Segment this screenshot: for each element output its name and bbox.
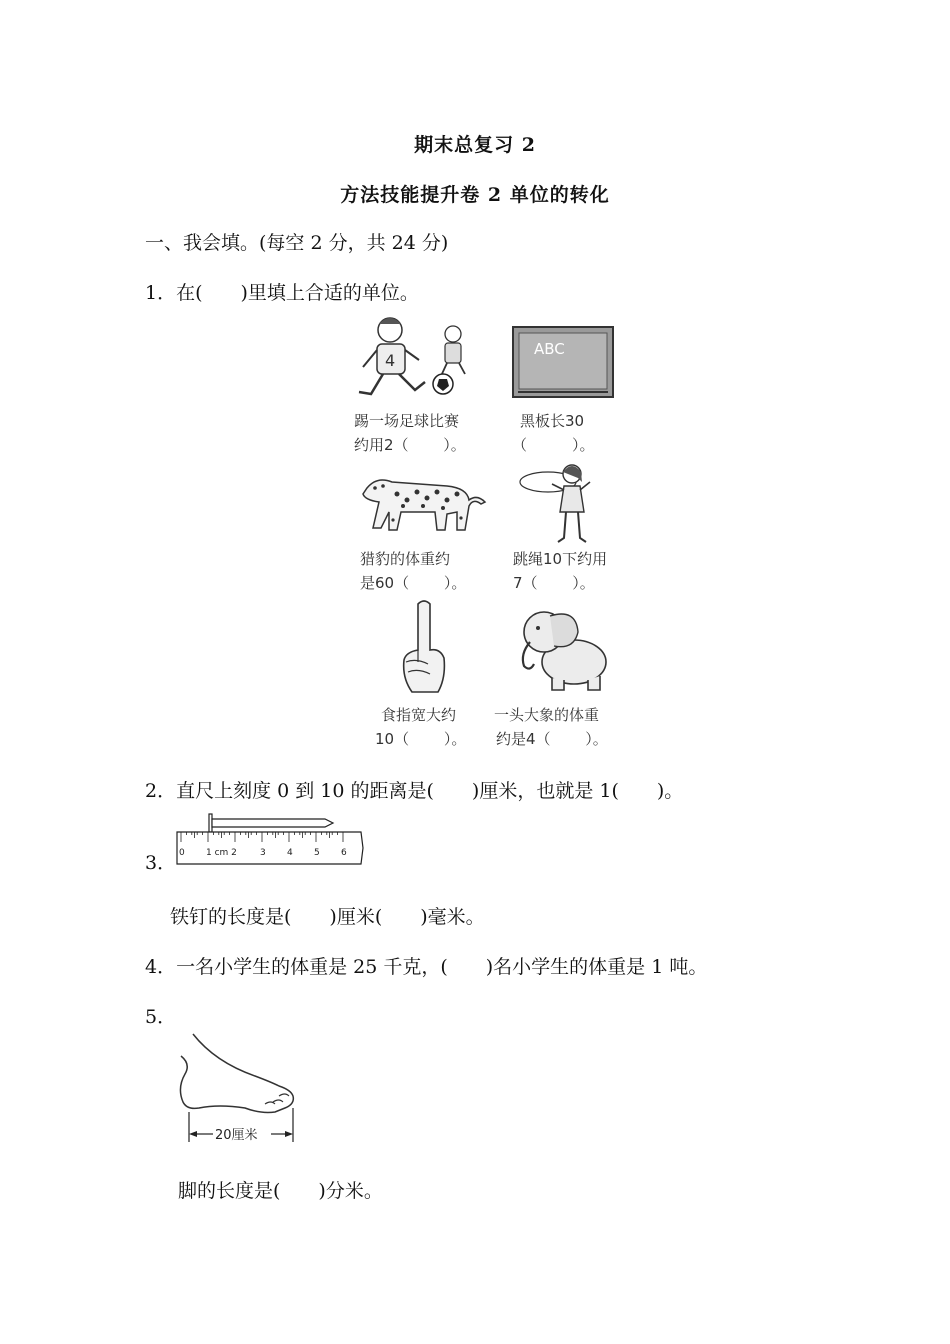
ruler-tick-4: 4: [287, 848, 293, 858]
ruler-tick-3: 3: [260, 848, 266, 858]
section-heading: 一、我会填。(每空 2 分，共 24 分): [145, 232, 449, 254]
jersey-number: 4: [385, 351, 396, 370]
question-2-text: 2．直尺上刻度 0 到 10 的距离是( )厘米，也就是 1( )。: [145, 780, 684, 802]
q1-cell-1-line1: 踢一场足球比赛: [354, 412, 460, 430]
question-4-text: 4．一名小学生的体重是 25 千克，( )名小学生的体重是 1 吨。: [145, 956, 708, 978]
ruler-tick-6: 6: [341, 848, 347, 858]
soccer-kids-illustration: [355, 312, 480, 407]
q1-cell-4-line1: 跳绳10下约用: [513, 550, 608, 568]
question-5-text: 脚的长度是( )分米。: [178, 1180, 383, 1202]
question-3-number: 3．: [145, 852, 177, 874]
ruler-tick-0: 0: [179, 848, 185, 858]
foot-length-label: 20厘米: [215, 1128, 258, 1143]
ruler-tick-1cm-2: 1 cm 2: [206, 848, 237, 858]
ruler-with-nail: [175, 812, 367, 868]
foot-illustration: [175, 1032, 300, 1150]
page-title: 期末总复习 2: [414, 134, 536, 156]
q1-cell-3-line1: 猎豹的体重约: [360, 550, 451, 568]
question-3-text: 铁钉的长度是( )厘米( )毫米。: [170, 906, 485, 928]
jump-rope-girl-illustration: [516, 458, 616, 546]
q1-cell-1-line2: 约用2（ ）。: [354, 436, 466, 454]
q1-cell-3-line2: 是60（ ）。: [360, 574, 467, 592]
q1-cell-6-line2: 约是4（ ）。: [496, 730, 608, 748]
q1-cell-6-line1: 一头大象的体重: [494, 706, 600, 724]
elephant-illustration: [512, 602, 612, 694]
question-1-text: 1．在( )里填上合适的单位。: [145, 282, 419, 304]
question-5-number: 5．: [145, 1006, 177, 1028]
q1-cell-4-line2: 7（ ）。: [513, 574, 595, 592]
q1-cell-5-line2: 10（ ）。: [375, 730, 467, 748]
leopard-illustration: [357, 468, 487, 538]
index-finger-illustration: [398, 598, 450, 694]
ruler-tick-5: 5: [314, 848, 320, 858]
q1-cell-5-line1: 食指宽大约: [381, 706, 457, 724]
q1-cell-2-line2: （ ）。: [512, 436, 595, 454]
blackboard-illustration: [512, 326, 614, 398]
page-subtitle: 方法技能提升卷 2 单位的转化: [340, 184, 610, 206]
blackboard-text: ABC: [534, 340, 565, 358]
q1-cell-2-line1: 黑板长30: [520, 412, 585, 430]
